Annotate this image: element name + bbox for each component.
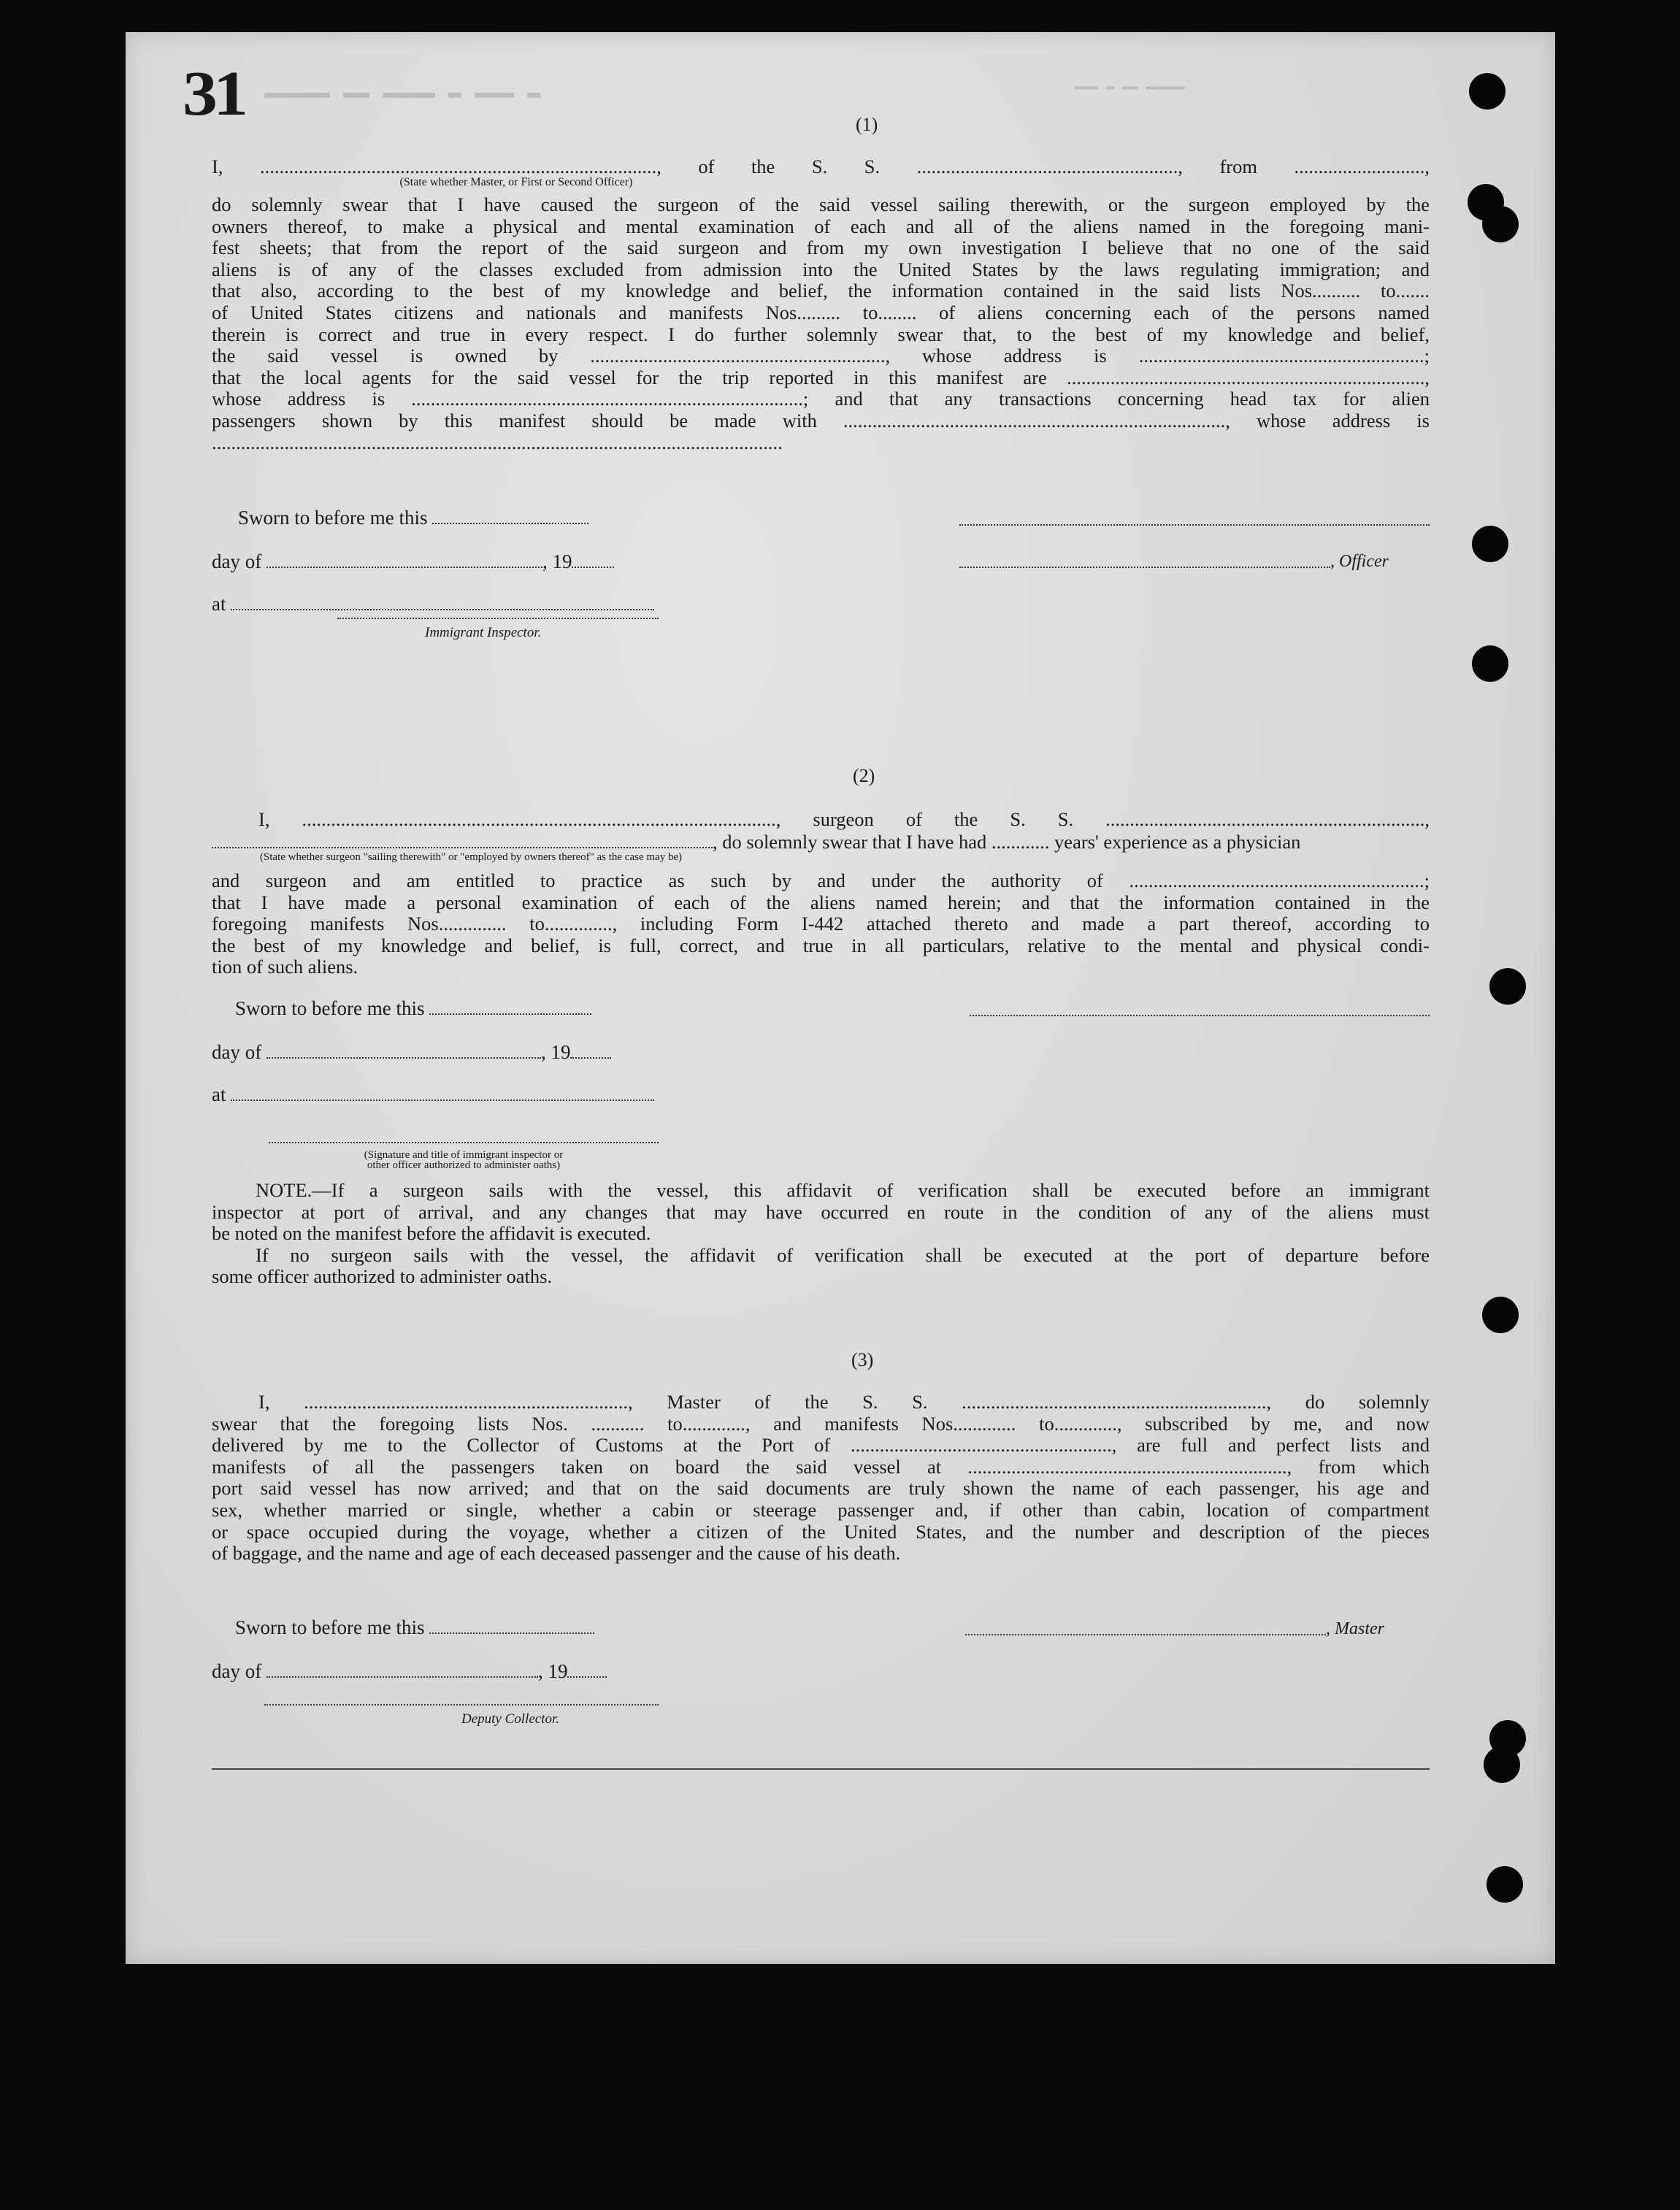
bottom-rule [212,1768,1430,1770]
oath-line: I, ..................................................................., Master of the S. S. ..............................................................., do solemnly [258,1391,1430,1413]
page-number-stamp: 31 [183,58,244,128]
sworn-date-blank[interactable] [429,1000,591,1015]
place-blank[interactable] [231,1086,654,1101]
sworn-label: Sworn to before me this [238,507,428,529]
oath-line: that also, according to the best of my knowledge and belief, the information contained in the said lists Nos.......... to....... [212,280,1430,302]
inspector-caption: Immigrant Inspector. [425,625,542,640]
bleed-through-text: ▬▬▬ ▬ ▬▬ ▬▬▬▬▬ [1075,80,1186,94]
oath-line: port said vessel has now arrived; and that on the said documents are truly shown the name of each passenger, his age and [212,1477,1430,1500]
officer-signature-line[interactable] [959,524,1430,526]
oath-line: the said vessel is owned by ............................................................., whose address is ...........................................................; [212,345,1430,367]
section-1-oath-body [212,194,1430,453]
section-number-2: (2) [853,765,875,786]
oath-line: of United States citizens and nationals and manifests Nos......... to........ of aliens concerning each of the persons named [212,301,1430,323]
year-prefix: , 19 [540,1041,571,1063]
punch-hole [1469,73,1506,110]
month-blank[interactable] [266,1044,541,1059]
officer-name-line[interactable] [959,567,1330,568]
note-line: NOTE.—If a surgeon sails with the vessel, this affidavit of verification shall be executed before an immigrant [256,1179,1430,1201]
oath-line: manifests of all the passengers taken on board the said vessel at .................................................................., from which [212,1455,1430,1478]
oath-line: of baggage, and the name and age of each deceased passenger and the cause of his death. [212,1542,901,1565]
punch-hole [1487,1866,1523,1903]
punch-hole [1484,1746,1520,1783]
sworn-label: Sworn to before me this [235,1616,425,1638]
day-label: day of [212,550,262,572]
year-blank[interactable] [567,1663,607,1678]
sworn-date-blank[interactable] [429,1619,594,1634]
oath-line: aliens is of any of the classes excluded from admission into the United States by the laws regulating immigration; and [212,258,1430,280]
day-row-1 [212,550,614,573]
manifest-page [126,32,1555,1964]
master-label: , Master [1326,1619,1384,1638]
day-row-2 [212,1041,611,1064]
inspector-signature-line[interactable] [337,618,659,619]
note-line: inspector at port of arrival, and any changes that may have occurred en route in the condition of any of the aliens must [212,1200,1430,1223]
section-2-oath-body [212,870,1430,978]
at-row-2 [212,1083,654,1106]
section-number-3: (3) [851,1349,874,1370]
oath-line: the best of my knowledge and belief, is full, correct, and true in all particulars, relative to the mental and physical condi- [212,934,1430,956]
section-2-oath-first [258,809,1430,831]
oath-line: tion of such aliens. [212,956,358,978]
sworn-date-blank[interactable] [432,510,588,524]
day-label: day of [212,1660,262,1682]
oath-line: swear that the foregoing lists Nos. ........... to............., and manifests Nos............. to............., subscribed by me, and now [212,1412,1430,1435]
place-blank[interactable] [231,596,654,610]
surgeon-signature-line[interactable] [970,1015,1430,1016]
oath-line: that I have made a personal examination of each of the aliens named herein; and that the information contained in the [212,891,1430,913]
collector-caption: Deputy Collector. [461,1711,560,1727]
year-blank[interactable] [572,553,614,568]
note-line: some officer authorized to administer oaths. [212,1265,553,1288]
day-row-3 [212,1660,607,1683]
punch-hole [1482,206,1519,242]
section-1-oath-text [212,156,1430,178]
punch-hole [1472,645,1508,682]
oath-line: and surgeon and am entitled to practice as such by and under the authority of .............................................................; [212,870,1430,891]
month-blank[interactable] [266,553,542,568]
bleed-through-text: ▬ ▬▬▬ ▬ ▬▬▬▬ ▬▬ ▬▬▬▬▬ [264,85,541,110]
year-blank[interactable] [570,1044,611,1059]
section-3-oath-body [212,1392,1430,1565]
month-blank[interactable] [266,1663,538,1678]
year-prefix: , 19 [542,550,572,572]
note-line: be noted on the manifest before the affidavit is executed. [212,1222,651,1245]
sworn-row-3 [235,1616,594,1639]
master-signature-line[interactable] [965,1634,1326,1635]
oath-line: foregoing manifests Nos.............. to.............., including Form I-442 attached thereto and made a part thereof, according to [212,913,1430,935]
oath-line: delivered by me to the Collector of Customs at the Port of ......................................................, are full and perfect lists and [212,1434,1430,1457]
oath-line: passengers shown by this manifest should be made with ..............................................................................., whose address is [212,409,1430,431]
punch-hole [1489,968,1526,1005]
oath-line: fest sheets; that from the report of the said surgeon and from my own investigation I believe that no one of the said [212,237,1430,259]
oath-line: whose address is .................................................................................; and that any transactions concerning head tax for alien [212,388,1430,410]
inspector-signature-line[interactable] [269,1142,659,1143]
surgeon-role-caption: (State whether surgeon "sailing therewith" or "employed by owners thereof" as the case may be) [259,851,683,863]
oath-line: , do solemnly swear that I have had ............ years' experience as a physician [713,831,1301,853]
oath-line: therein is correct and true in every respect. I do further solemnly swear that, to the best of my knowledge and belief, [212,323,1430,345]
sworn-row-1 [238,507,588,529]
signature-caption-1: (Signature and title of immigrant inspector or [364,1149,564,1161]
day-label: day of [212,1041,262,1063]
oath-line: that the local agents for the said vessel for the trip reported in this manifest are .........................................................................., [212,366,1430,388]
surgeon-role-blank[interactable] [212,834,713,848]
section-2-second-line [212,831,1300,853]
note-block [212,1180,1430,1288]
collector-signature-line[interactable] [264,1704,659,1706]
oath-line: I, .................................................................................., of the S. S. ......................................................, from ..........................., [212,156,1430,177]
signature-caption-2: other officer authorized to administer oaths) [367,1159,561,1171]
oath-line: do solemnly swear that I have caused the surgeon of the said vessel sailing therewith, or the surgeon employed by the [212,193,1430,215]
oath-line: sex, whether married or single, whether a cabin or steerage passenger and, if other than cabin, location of compartment [212,1498,1430,1521]
oath-line: ...................................................................................................................... [212,431,783,453]
oath-line: I, .................................................................................................., surgeon of the S. S. .................................................................., [258,808,1430,830]
officer-label: , Officer [1330,552,1389,571]
sworn-row-2 [235,997,591,1020]
punch-hole [1482,1297,1519,1333]
year-prefix: , 19 [537,1660,568,1682]
oath-line: owners thereof, to make a physical and mental examination of each and all of the aliens named in the foregoing mani- [212,215,1430,237]
sworn-label: Sworn to before me this [235,997,425,1019]
at-row-1 [212,593,654,615]
note-line: If no surgeon sails with the vessel, the affidavit of verification shall be executed at the port of departure before [256,1243,1430,1266]
punch-hole [1472,526,1508,562]
at-label: at [212,1083,226,1105]
at-label: at [212,593,226,615]
oath-line: or space occupied during the voyage, whether a citizen of the United States, and the number and description of the pieces [212,1520,1430,1543]
role-caption: (State whether Master, or First or Second Officer) [399,176,633,188]
section-number-1: (1) [856,114,878,135]
